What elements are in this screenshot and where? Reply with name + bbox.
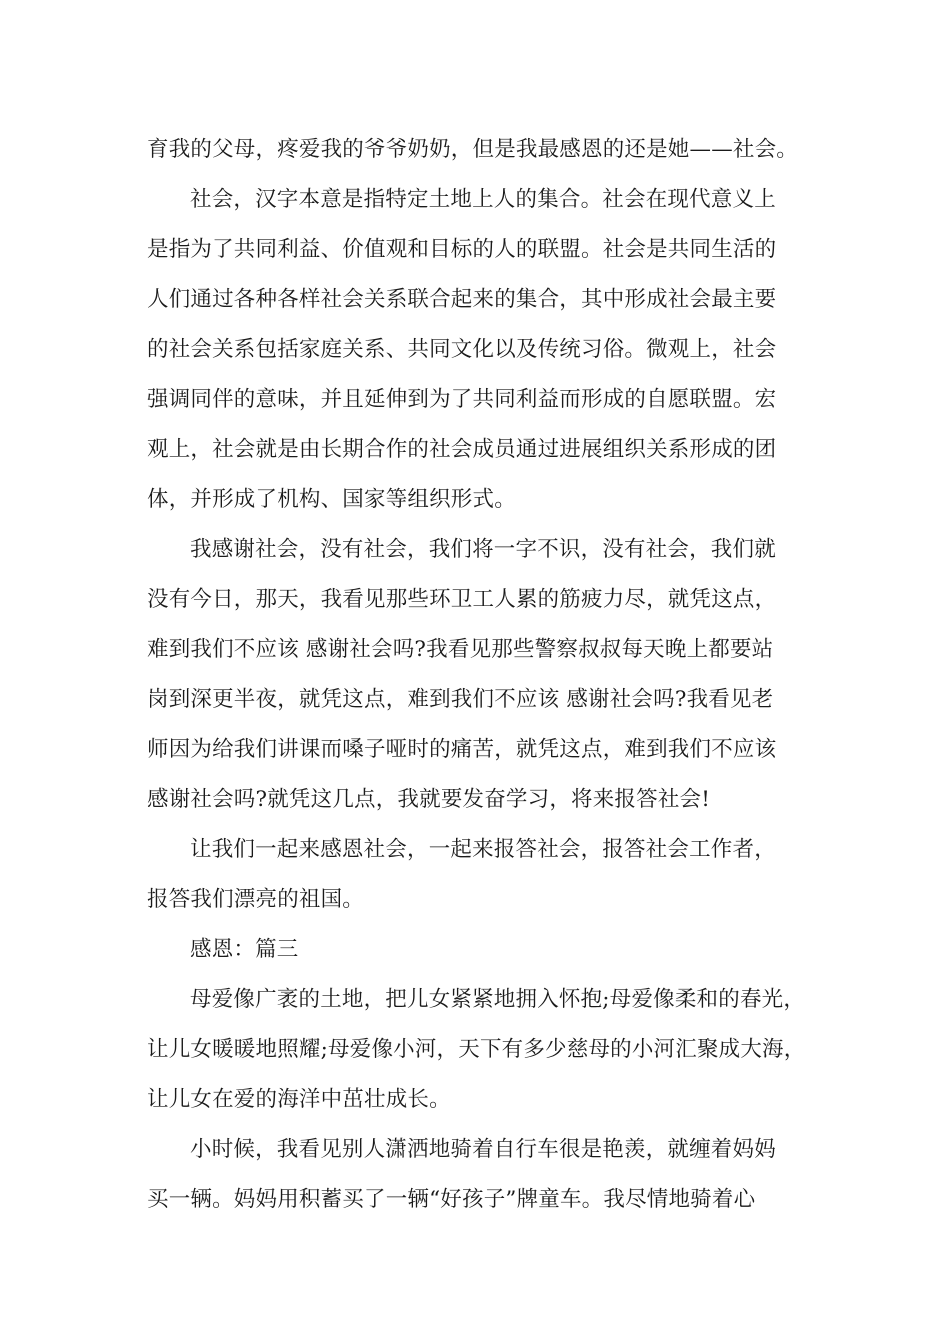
text-line: 让我们一起来感恩社会，一起来报答社会，报答社会工作者，: [190, 837, 776, 862]
text-line: 人们通过各种各样社会关系联合起来的集合，其中形成社会最主要: [147, 287, 777, 312]
text-line: 报答我们漂亮的祖国。: [147, 887, 365, 912]
text-line: 感谢社会吗?就凭这几点，我就要发奋学习，将来报答社会!: [147, 787, 711, 812]
text-line: 我感谢社会，没有社会，我们将一字不识，没有社会，我们就: [190, 537, 776, 562]
text-line: 强调同伴的意味，并且延伸到为了共同利益而形成的自愿联盟。宏: [147, 387, 777, 412]
text-line: 没有今日，那天，我看见那些环卫工人累的筋疲力尽，就凭这点，: [147, 587, 777, 612]
text-line: 母爱像广袤的土地，把儿女紧紧地拥入怀抱;母爱像柔和的春光，: [190, 987, 806, 1012]
text-line: 体，并形成了机构、国家等组织形式。: [147, 487, 516, 512]
text-line: 岗到深更半夜，就凭这点，难到我们不应该 感谢社会吗?我看见老: [147, 687, 774, 712]
text-line: 难到我们不应该 感谢社会吗?我看见那些警察叔叔每天晚上都要站: [147, 637, 774, 662]
section-heading: 感恩：篇三: [190, 937, 299, 962]
text-line: 育我的父母，疼爱我的爷爷奶奶，但是我最感恩的还是她——社会。: [147, 137, 799, 162]
text-line: 社会，汉字本意是指特定土地上人的集合。社会在现代意义上: [190, 187, 776, 212]
text-line: 是指为了共同利益、价值观和目标的人的联盟。社会是共同生活的: [147, 237, 777, 262]
text-line: 买一辆。妈妈用积蓄买了一辆“好孩子”牌童车。我尽情地骑着心: [147, 1187, 756, 1212]
text-line: 师因为给我们讲课而嗓子哑时的痛苦，就凭这点，难到我们不应该: [147, 737, 777, 762]
text-line: 小时候，我看见别人潇洒地骑着自行车很是艳羡，就缠着妈妈: [190, 1137, 776, 1162]
text-line: 让儿女在爱的海洋中茁壮成长。: [147, 1087, 451, 1112]
text-line: 的社会关系包括家庭关系、共同文化以及传统习俗。微观上，社会: [147, 337, 777, 362]
body-text: [147, 125, 812, 1225]
text-line: 观上，社会就是由长期合作的社会成员通过进展组织关系形成的团: [147, 437, 777, 462]
text-line: 让儿女暖暖地照耀;母爱像小河，天下有多少慈母的小河汇聚成大海，: [147, 1037, 806, 1062]
